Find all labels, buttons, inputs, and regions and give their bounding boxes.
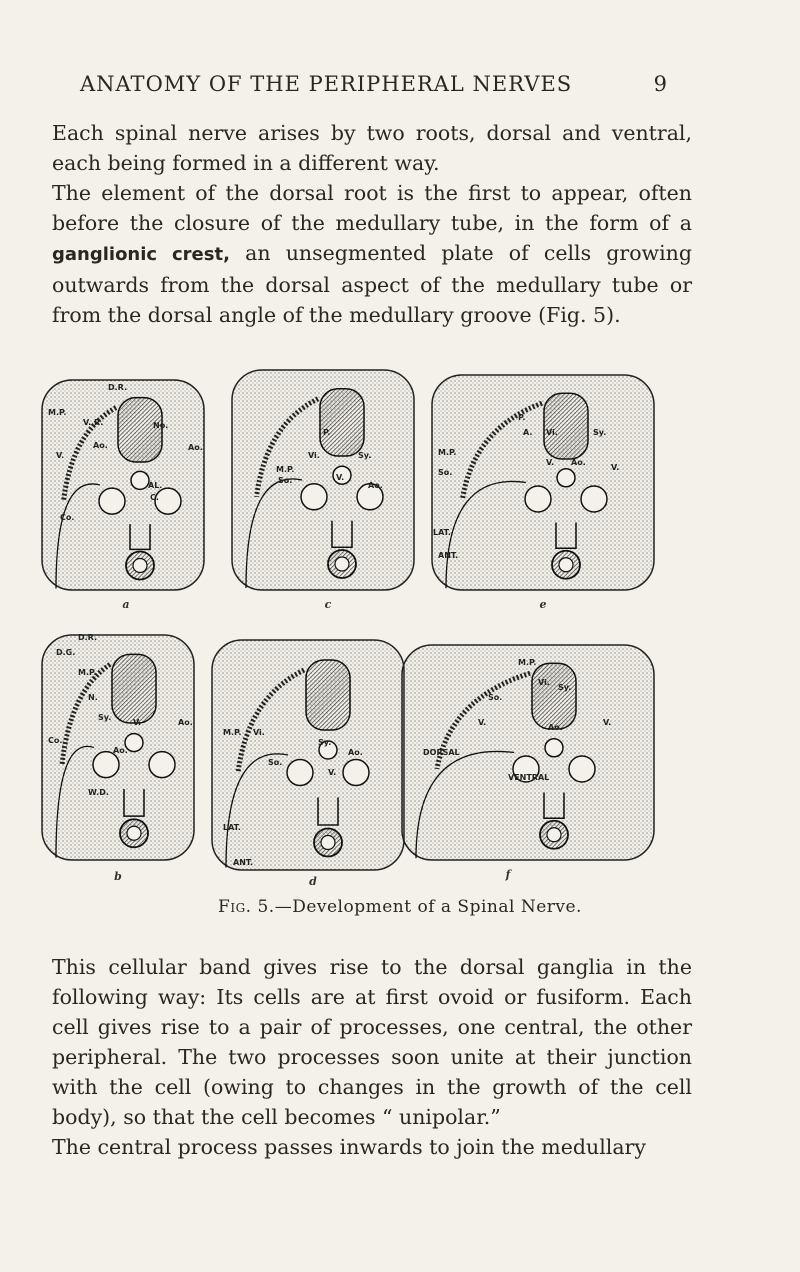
- figure-label: P.: [323, 428, 331, 437]
- aorta: [569, 756, 595, 782]
- figure-label: P.: [518, 413, 526, 422]
- figure-panel: [42, 633, 194, 883]
- figure-label: M.P.: [276, 465, 295, 474]
- figure-label: C.: [150, 493, 159, 502]
- figure-panel: [212, 640, 404, 888]
- figure-label: N.: [88, 693, 98, 702]
- aorta: [525, 486, 551, 512]
- figure-label: A.: [523, 428, 533, 437]
- figure-label: V.: [603, 718, 612, 727]
- figure-label: Vi.: [253, 728, 265, 737]
- figure-label: Sy.: [358, 451, 372, 460]
- panel-letter: c: [324, 598, 332, 611]
- figure-label: D.R.: [78, 633, 98, 642]
- figure-label: V.: [328, 768, 337, 777]
- panel-letter: b: [114, 870, 122, 883]
- figure-label: Vi.: [546, 428, 558, 437]
- aorta: [149, 752, 175, 778]
- figure-label: So.: [438, 468, 453, 477]
- paragraph-1-text-a: The element of the dorsal root is the first to appear, often before the closure of the medullary tube, in the form of a: [52, 181, 692, 235]
- aorta: [287, 760, 313, 786]
- paragraph-2-line1: This cellular band gives rise to the dorsal ganglia in the following way: Its cells are at first ovoid or fusiform. Each cell gives rise to a pair of processes, one central, the other peripheral. The two processes soon unite at their junction with the cell (owing to changes in the growth of the cell body), so that the cell becomes “ unipolar.”: [52, 955, 692, 1129]
- figure-label: W.D.: [88, 788, 109, 797]
- neural-tube: [532, 663, 576, 729]
- gut-lumen: [335, 557, 349, 571]
- figure-caption: [0, 897, 800, 917]
- paragraph-1-line2: [52, 178, 692, 330]
- figure-label: Ao.: [548, 723, 563, 732]
- panel-letter: f: [505, 868, 511, 881]
- figure-panel: [42, 380, 204, 611]
- figure-label: AL.: [148, 481, 163, 490]
- figure-label: D.R.: [108, 383, 128, 392]
- figure-label: VENTRAL: [508, 773, 550, 782]
- figure-label: Ao.: [93, 441, 108, 450]
- neural-tube: [112, 654, 156, 723]
- figure-label: V.: [611, 463, 620, 472]
- figure-label: M.P.: [78, 668, 97, 677]
- figure-label: V.: [478, 718, 487, 727]
- figure-label: V.: [336, 473, 345, 482]
- figure-label: M.P.: [48, 408, 67, 417]
- figure-label: Ao.: [113, 746, 128, 755]
- paragraph-2-line2: The central process passes inwards to join the medullary: [52, 1135, 646, 1159]
- paragraph-1-line1: Each spinal nerve arises by two roots, dorsal and ventral, each being formed in a different way.: [52, 121, 692, 175]
- caption-text: 5.—Development of a Spinal Nerve.: [257, 897, 582, 917]
- figure-label: Sy.: [593, 428, 607, 437]
- neural-tube: [544, 393, 588, 459]
- ganglionic-crest-term: ganglionic crest,: [52, 244, 230, 265]
- figure-label: So.: [268, 758, 283, 767]
- gut-lumen: [133, 559, 147, 573]
- figure-label: M.P.: [518, 658, 537, 667]
- figure-label: ANT.: [233, 858, 254, 867]
- paragraph-2: [52, 952, 692, 1162]
- figure-label: Ao.: [368, 481, 383, 490]
- figure-label: LAT.: [223, 823, 241, 832]
- figure-label: V.: [546, 458, 555, 467]
- aorta: [99, 488, 125, 514]
- paragraph-1: [52, 118, 692, 330]
- notochord: [545, 739, 563, 757]
- notochord: [557, 469, 575, 487]
- panel-letter: a: [122, 598, 130, 611]
- figure-label: Ao.: [571, 458, 586, 467]
- gut-lumen: [559, 558, 573, 572]
- aorta: [301, 484, 327, 510]
- neural-tube: [306, 660, 350, 730]
- figure-label: M.P.: [438, 448, 457, 457]
- figure-label: D.G.: [56, 648, 76, 657]
- figure-label: So.: [488, 693, 503, 702]
- figure-panel: [432, 375, 654, 611]
- figure-label: V.: [133, 718, 142, 727]
- panel-letter: d: [309, 875, 317, 888]
- figure-label: V.: [56, 451, 65, 460]
- page-number: 9: [653, 72, 668, 96]
- figure-label: Vi.: [308, 451, 320, 460]
- gut-lumen: [321, 836, 335, 850]
- aorta: [343, 760, 369, 786]
- figure-label: No.: [153, 421, 169, 430]
- neural-tube: [320, 389, 364, 456]
- figure-panel: [232, 370, 414, 611]
- gut-lumen: [127, 826, 141, 840]
- figure-label: Ao.: [188, 443, 203, 452]
- figure-label: LAT.: [433, 528, 451, 537]
- figure-label: DORSAL: [423, 748, 460, 757]
- figure-5-illustration: [38, 360, 668, 890]
- aorta: [93, 752, 119, 778]
- gut-lumen: [547, 828, 561, 842]
- caption-label: Fig.: [218, 897, 252, 917]
- figure-label: Vi.: [538, 678, 550, 687]
- figure-label: Ao.: [178, 718, 193, 727]
- panel-letter: e: [539, 598, 547, 611]
- figure-label: M.P.: [223, 728, 242, 737]
- paragraph-1-text-b: an unsegmented plate of cells growing outwards from the dorsal aspect of the medullary tube or from the dorsal angle of the medullary groove (Fig. 5).: [52, 241, 692, 327]
- figure-label: Sy.: [558, 683, 572, 692]
- notochord: [131, 471, 149, 489]
- figure-label: Sy.: [98, 713, 112, 722]
- figure-label: V. R.: [83, 418, 104, 427]
- running-title: ANATOMY OF THE PERIPHERAL NERVES: [80, 72, 573, 96]
- aorta: [581, 486, 607, 512]
- figure-label: Co.: [60, 513, 75, 522]
- figure-label: ANT.: [438, 551, 459, 560]
- figure-label: Co.: [48, 736, 63, 745]
- body-outline: [432, 375, 654, 590]
- figure-panel: [402, 645, 654, 881]
- figure-label: Ao.: [348, 748, 363, 757]
- figure-label: So.: [278, 476, 293, 485]
- figure-label: Sy.: [318, 738, 332, 747]
